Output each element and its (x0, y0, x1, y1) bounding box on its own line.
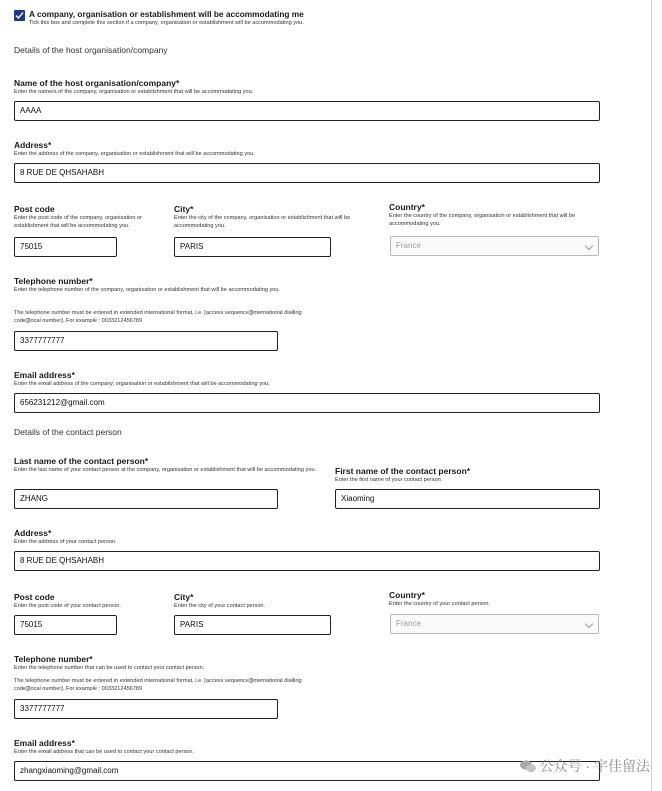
contact-lastname-input[interactable]: ZHANG (14, 489, 278, 509)
contact-country-label: Country* (389, 590, 425, 600)
host-country-hint: Enter the country of the company, organisation or establishment that will be accommodating you. (389, 213, 576, 227)
contact-telephone-input[interactable]: 3377777777 (14, 699, 278, 719)
host-name-label: Name of the host organisation/company* (14, 78, 180, 88)
host-country-label: Country* (389, 202, 425, 212)
wechat-icon (520, 760, 536, 773)
contact-lastname-label: Last name of the contact person* (14, 456, 149, 466)
contact-city-label: City* (174, 592, 194, 602)
host-name-input[interactable]: AAAA (14, 101, 600, 121)
contact-postcode-hint: Enter the post code of your contact person. (14, 603, 121, 609)
host-postcode-hint: Enter the post code of the company, organisation or establishment that will be accommodating you. (14, 215, 143, 229)
contact-telephone-hint: Enter the telephone number that can be used to contact your contact person. (14, 665, 205, 671)
contact-firstname-label: First name of the contact person* (335, 466, 471, 476)
contact-city-hint: Enter the city of your contact person. (174, 603, 266, 609)
host-section-title: Details of the host organisation/company (14, 45, 168, 55)
chevron-down-icon (585, 242, 593, 250)
checkbox-hint: Tick this box and complete this section if a company, organisation or establishment will be accommodating you. (29, 20, 304, 26)
contact-country-select[interactable]: France (390, 614, 599, 634)
host-telephone-format-hint: The telephone number must be entered in extended international format, i.e. [access sequence][international dialling code][local number]. For example : 0033212456789 (14, 310, 302, 324)
contact-address-label: Address* (14, 528, 52, 538)
contact-address-hint: Enter the address of your contact person. (14, 539, 117, 545)
host-country-select[interactable]: France (390, 236, 599, 256)
host-email-label: Email address* (14, 370, 75, 380)
contact-telephone-label: Telephone number* (14, 654, 93, 664)
watermark: 公众号 · 宇佳留法 (520, 756, 650, 776)
host-telephone-hint: Enter the telephone number of the company, organisation or establishment that will be accommodating you. (14, 287, 281, 293)
contact-email-label: Email address* (14, 738, 75, 748)
host-telephone-label: Telephone number* (14, 276, 93, 286)
contact-lastname-hint: Enter the last name of your contact person at the company, organisation or establishment that will be accommodating you. (14, 467, 317, 473)
contact-country-hint: Enter the country of your contact person. (389, 601, 491, 607)
host-telephone-input[interactable]: 3377777777 (14, 331, 278, 351)
contact-email-hint: Enter the email address that can be used to contact your contact person. (14, 749, 195, 755)
check-icon (15, 11, 24, 20)
contact-address-input[interactable]: 8 RUE DE QHSAHABH (14, 551, 600, 571)
host-postcode-label: Post code (14, 204, 55, 214)
contact-section-title: Details of the contact person (14, 427, 122, 437)
host-city-input[interactable]: PARIS (174, 237, 331, 257)
contact-postcode-label: Post code (14, 592, 55, 602)
contact-firstname-hint: Enter the first name of your contact person. (335, 477, 443, 483)
host-city-hint: Enter the city of the company, organisation or establishment that will be accommodating you. (174, 215, 351, 229)
host-email-hint: Enter the email address of the company, organisation or establishment that will be accommodating you. (14, 381, 270, 387)
host-address-input[interactable]: 8 RUE DE QHSAHABH (14, 163, 600, 183)
checkbox-label: A company, organisation or establishment will be accommodating me (29, 9, 304, 19)
contact-city-input[interactable]: PARIS (174, 615, 331, 635)
host-postcode-input[interactable]: 75015 (14, 237, 117, 257)
host-email-input[interactable]: 656231212@gmail.com (14, 393, 600, 413)
contact-email-input[interactable]: zhangxiaoming@gmail.com (14, 761, 600, 781)
chevron-down-icon (585, 620, 593, 628)
host-city-label: City* (174, 204, 194, 214)
contact-firstname-input[interactable]: Xiaoming (335, 489, 600, 509)
contact-postcode-input[interactable]: 75015 (14, 615, 117, 635)
host-address-label: Address* (14, 140, 52, 150)
host-name-hint: Enter the name/s of the company, organisation or establishment that will be accommodating you. (14, 89, 254, 95)
host-address-hint: Enter the address of the company, organisation or establishment that will be accommodating you. (14, 151, 255, 157)
accommodation-checkbox[interactable] (14, 10, 25, 21)
contact-telephone-format-hint: The telephone number must be entered in extended international format, i.e. [access sequence][international dialling code][local number]. For example : 0033212456789 (14, 678, 302, 692)
